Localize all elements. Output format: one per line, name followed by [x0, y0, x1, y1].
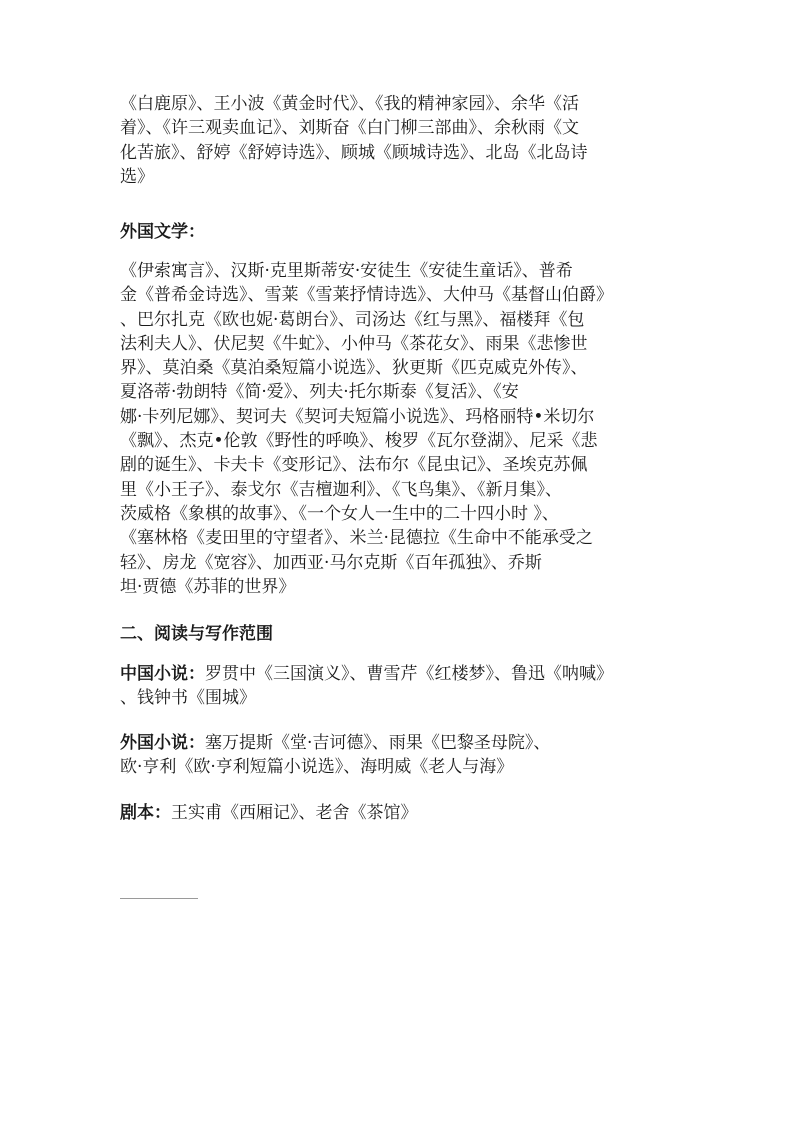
intro-book-list	[120, 92, 588, 189]
section-two-heading: 二、阅读与写作范围	[120, 624, 273, 644]
text-line: 界》、莫泊桑《莫泊桑短篇小说选》、狄更斯《匹克威克外传》、	[120, 358, 588, 379]
foreign-literature-heading: 外国文学：	[120, 222, 205, 242]
text-line: 《飘》、杰克•伦敦《野性的呼唤》、梭罗《瓦尔登湖》、尼采《悲	[120, 431, 598, 452]
plays-label: 剧本：	[120, 803, 171, 823]
text-line: 剧的诞生》、卡夫卡《变形记》、法布尔《昆虫记》、圣埃克苏佩	[120, 455, 588, 476]
foreign-novels-label: 外国小说：	[120, 733, 205, 753]
plays-text: 王实甫《西厢记》、老舍《茶馆》	[171, 803, 418, 823]
text-line: 娜·卡列尼娜》、契诃夫《契诃夫短篇小说选》、玛格丽特•米切尔	[120, 406, 595, 427]
chinese-novels-text: 罗贯中《三国演义》、曹雪芹《红楼梦》、鲁迅《呐喊》	[205, 664, 613, 684]
chinese-novels-label: 中国小说：	[120, 664, 205, 684]
text-line	[120, 662, 613, 686]
plays-paragraph	[120, 801, 418, 825]
footnote-divider	[120, 898, 198, 899]
text-line: 《白鹿原》、王小波《黄金时代》、《我的精神家园》、余华《活	[120, 94, 579, 114]
text-line: 茨威格《象棋的故事》、《一个女人一生中的二十四小时 》、	[120, 503, 559, 524]
text-line: 夏洛蒂·勃朗特《简·爱》、列夫·托尔斯泰《复活》、《安	[120, 382, 519, 403]
text-line	[120, 731, 550, 755]
text-line: 、钱钟书《围城》	[120, 688, 256, 709]
text-line: 化苦旅》、舒婷《舒婷诗选》、顾城《顾城诗选》、北岛《北岛诗	[120, 142, 588, 163]
text-line: 法利夫人》、伏尼契《牛虻》、小仲马《茶花女》、雨果《悲惨世	[120, 333, 588, 354]
text-line: 《塞林格《麦田里的守望者》、米兰·昆德拉《生命中不能承受之	[120, 528, 593, 549]
foreign-novels-paragraph	[120, 731, 550, 780]
foreign-literature-list	[120, 259, 613, 599]
text-line: 、巴尔扎克《欧也妮·葛朗台》、司汤达《红与黑》、福楼拜《包	[120, 309, 585, 330]
text-line: 金《普希金诗选》、雪莱《雪莱抒情诗选》、大仲马《基督山伯爵》	[120, 285, 613, 306]
text-line: 着》、《许三观卖血记》、刘斯奋《白门柳三部曲》、余秋雨《文	[120, 118, 579, 139]
text-line	[120, 801, 418, 825]
text-line: 《伊索寓言》、汉斯·克里斯蒂安·安徒生《安徒生童话》、普希	[120, 261, 573, 281]
text-line: 轻》、房龙《宽容》、加西亚·马尔克斯《百年孤独》、乔斯	[120, 552, 542, 573]
text-line: 欧·亨利《欧·亨利短篇小说选》、海明威《老人与海》	[120, 757, 514, 778]
chinese-novels-paragraph	[120, 662, 613, 711]
text-line: 坦·贾德《苏菲的世界》	[120, 576, 296, 597]
text-line: 里《小王子》、泰戈尔《吉檀迦利》、《飞鸟集》、《新月集》、	[120, 479, 562, 500]
foreign-novels-text: 塞万提斯《堂·吉诃德》、雨果《巴黎圣母院》、	[205, 733, 551, 753]
text-line: 选》	[120, 166, 154, 187]
